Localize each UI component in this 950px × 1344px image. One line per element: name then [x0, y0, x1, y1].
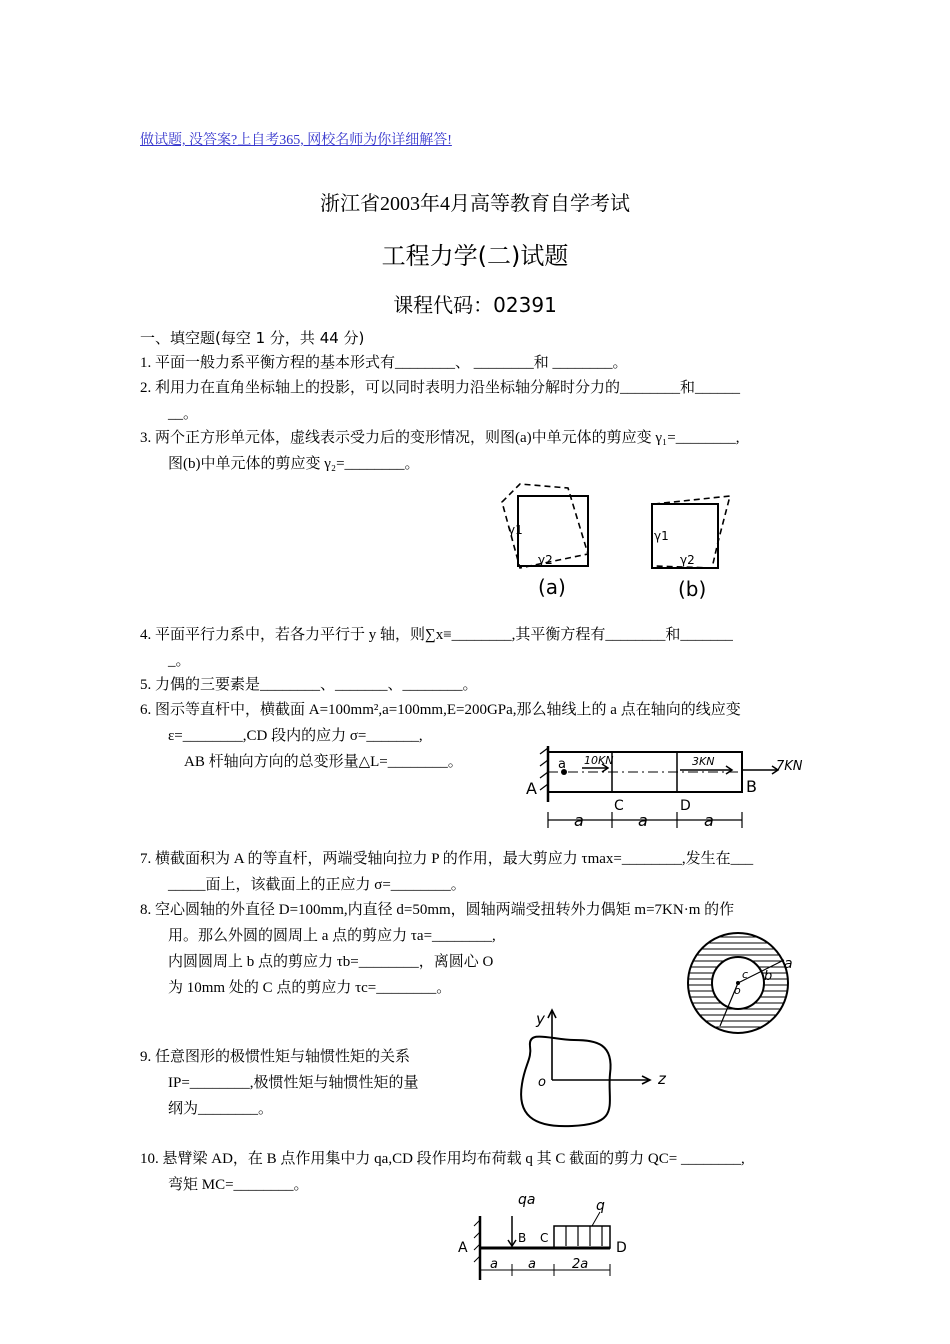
q9-line3: 纲为________。	[168, 1101, 274, 1117]
question-7	[140, 846, 812, 898]
q8-line2: 用。那么外圆的圆周上 a 点的剪应力 τa=________,	[168, 928, 496, 944]
q8-line3: 内圆圆周上 b 点的剪应力 τb=________，离圆心 O	[168, 954, 494, 970]
q8-line1: 8. 空心圆轴的外直径 D=100mm,内直径 d=50mm，圆轴两端受扭转外力偶矩 m=7KN·m 的作	[140, 902, 735, 918]
q6-line2: ε=________,CD 段内的应力 σ=_______,	[168, 728, 423, 744]
fig10-label-A: A	[458, 1240, 468, 1256]
q2-line2: __。	[168, 406, 199, 422]
fig10-dim-a-1: a	[490, 1257, 498, 1272]
q7-line2: _____面上，该截面上的正应力 σ=________。	[168, 877, 466, 893]
fig8-label-o: o	[734, 984, 741, 997]
fig6-dim-label-2: a	[638, 811, 648, 830]
q8-line4: 为 10mm 处的 C 点的剪应力 τc=________。	[168, 980, 452, 996]
fig6-label-7kn: 7KN	[776, 759, 803, 774]
fig10-dim-2a: 2a	[572, 1257, 589, 1272]
subject-title: 工程力学(二)试题	[381, 242, 569, 270]
fig3-gamma1-label-a: γ1	[508, 523, 523, 537]
fig10-label-D: D	[616, 1240, 627, 1256]
fig8-hollow-shaft-diagram	[684, 928, 800, 1040]
q6-line1: 6. 图示等直杆中，横截面 A=100mm²,a=100mm,E=200GPa,那么轴线上的 a 点在轴向的线应变	[140, 702, 741, 718]
fig3-gamma2-label-a: γ2	[538, 553, 553, 567]
q1-text: 1. 平面一般力系平衡方程的基本形式有________、 ________和 ________。	[140, 355, 628, 371]
fig6-dim-label-3: a	[704, 811, 714, 830]
question-2	[140, 375, 812, 427]
q10-line1: 10. 悬臂梁 AD，在 B 点作用集中力 qa,CD 段作用均布荷载 q 其 C 截面的剪力 QC= ________,	[140, 1151, 745, 1167]
fig3-gamma2-label-b: γ2	[680, 553, 695, 567]
fig3-element-diagram	[490, 482, 750, 604]
q3-line2: 图(b)中单元体的剪应变 γ₂=________。	[168, 456, 420, 472]
fig10-label-q: q	[596, 1198, 605, 1214]
q4-line1: 4. 平面平行力系中，若各力平行于 y 轴，则∑x≡________,其平衡方程有________和_______	[140, 627, 733, 643]
fig6-label-C: C	[614, 798, 624, 814]
fig8-label-a: a	[784, 956, 793, 972]
fig6-label-B: B	[746, 777, 757, 796]
fig3-label-b: (b)	[678, 577, 707, 601]
q9-line1: 9. 任意图形的极惯性矩与轴惯性矩的关系	[140, 1049, 411, 1065]
fig6-label-D: D	[680, 798, 691, 814]
fig6-label-10kn: 10KN	[584, 754, 614, 767]
fig10-label-qa: qa	[518, 1192, 536, 1208]
q5-text: 5. 力偶的三要素是________、_______、________。	[140, 677, 478, 693]
fig6-label-A: A	[526, 779, 537, 798]
question-5	[140, 672, 812, 698]
fig10-label-C: C	[540, 1231, 549, 1245]
q9-line2: IP=________,极惯性矩与轴惯性矩的量	[168, 1075, 419, 1091]
q3-line1: 3. 两个正方形单元体，虚线表示受力后的变形情况，则图(a)中单元体的剪应变 γ₁=________,	[140, 430, 740, 446]
fig9-area-axes-diagram	[512, 1004, 682, 1134]
q6-line3: AB 杆轴向方向的总变形量△L=________。	[184, 754, 463, 770]
fig9-label-z: z	[658, 1070, 666, 1088]
fig8-label-c: c	[742, 968, 749, 981]
fig6-label-3kn: 3KN	[692, 755, 715, 768]
fig9-label-o: o	[538, 1075, 546, 1090]
fig10-dim-a-2: a	[528, 1257, 536, 1272]
fig6-axial-bar-diagram	[522, 740, 812, 832]
fig8-label-b: b	[764, 969, 773, 984]
fig6-dim-label-1: a	[574, 811, 584, 830]
question-9	[140, 1044, 460, 1122]
q2-line1: 2. 利用力在直角坐标轴上的投影，可以同时表明力沿坐标轴分解时分力的________和______	[140, 380, 741, 396]
question-3	[140, 425, 812, 477]
section-heading: 一、填空题(每空 1 分，共 44 分)	[140, 329, 365, 347]
fig10-label-B: B	[518, 1231, 527, 1245]
q4-line2: _。	[168, 653, 191, 669]
header-link[interactable]: 做试题, 没答案?上自考365, 网校名师为你详细解答!	[140, 133, 452, 148]
fig3-label-a: (a)	[538, 575, 566, 599]
question-1	[140, 350, 812, 376]
fig9-area-shape	[521, 1036, 611, 1126]
fig3-gamma1-label-b: γ1	[654, 529, 669, 543]
exam-title: 浙江省2003年4月高等教育自学考试	[320, 193, 630, 215]
question-4	[140, 622, 812, 674]
q10-line2: 弯矩 MC=________。	[168, 1177, 309, 1193]
fig6-label-a-point: a	[558, 757, 566, 772]
fig10-cantilever-diagram	[456, 1190, 638, 1290]
fig9-label-y: y	[536, 1010, 545, 1028]
q7-line1: 7. 横截面积为 A 的等直杆，两端受轴向拉力 P 的作用，最大剪应力 τmax=________,发生在___	[140, 851, 754, 867]
course-code: 课程代码：02391	[393, 293, 557, 317]
